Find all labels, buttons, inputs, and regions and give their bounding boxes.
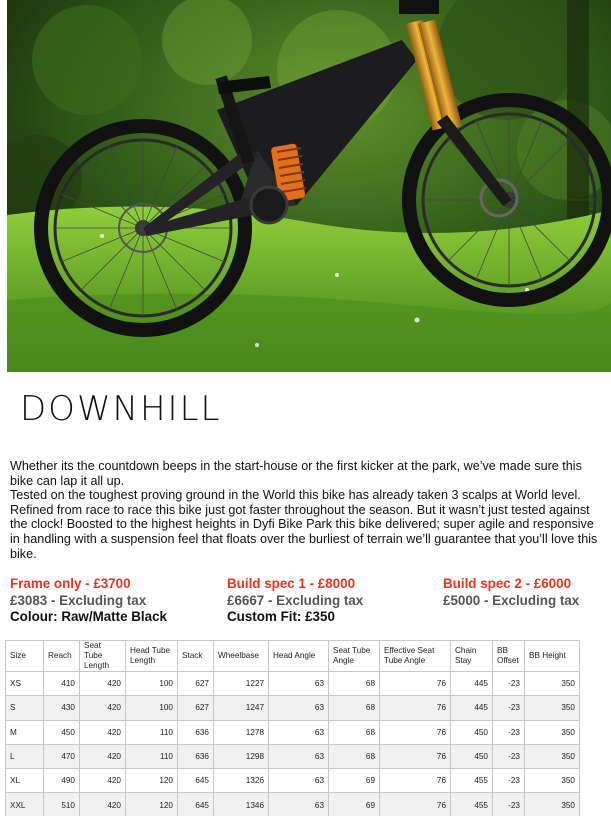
- table-cell: 645: [178, 793, 214, 816]
- frame-price: Frame only - £3700: [10, 576, 131, 591]
- frame-colour: Colour: Raw/Matte Black: [10, 609, 167, 624]
- table-cell: 63: [269, 744, 329, 768]
- table-cell: 76: [380, 744, 451, 768]
- build2-price-excl-tax: £5000 - Excluding tax: [443, 592, 580, 608]
- header-head-tube-length: Head Tube Length: [126, 641, 178, 672]
- header-chain-stay: Chain Stay: [451, 641, 493, 672]
- table-cell: 455: [451, 769, 493, 793]
- table-cell: -23: [493, 744, 525, 768]
- table-cell: 350: [525, 793, 580, 816]
- size-cell: XS: [6, 672, 44, 696]
- table-cell: -23: [493, 696, 525, 720]
- table-cell: 110: [126, 744, 178, 768]
- header-size: Size: [6, 641, 44, 672]
- header-head-angle: Head Angle: [269, 641, 329, 672]
- table-cell: -23: [493, 769, 525, 793]
- table-cell: 110: [126, 720, 178, 744]
- frame-price-excl-tax: £3083 - Excluding tax: [10, 592, 147, 608]
- size-cell: S: [6, 696, 44, 720]
- table-row: [6, 744, 580, 768]
- table-cell: 450: [451, 744, 493, 768]
- header-effective-seat-tube-angle: Effective Seat Tube Angle: [380, 641, 451, 672]
- table-cell: 76: [380, 696, 451, 720]
- table-cell: 450: [451, 720, 493, 744]
- header-wheelbase: Wheelbase: [214, 641, 269, 672]
- table-cell: 1227: [214, 672, 269, 696]
- table-cell: 1326: [214, 769, 269, 793]
- description-paragraph-2: Tested on the toughest proving ground in the World this bike has already taken 3 scalps at World level. Refined from race to race this bike just got faster throughout the season. But it wasn’t just tested against the clock! Boosted to the highest heights in Dyfi Bike Park this bike delivered; super agile and responsive in handling with a suspension feel that floats over the burliest of terrain we’ll guarantee that you’ll love this bike.: [10, 488, 598, 561]
- table-cell: 68: [329, 720, 380, 744]
- table-cell: 420: [80, 793, 126, 816]
- table-cell: 350: [525, 744, 580, 768]
- table-cell: 76: [380, 769, 451, 793]
- table-cell: 350: [525, 696, 580, 720]
- table-cell: 636: [178, 744, 214, 768]
- table-row: [6, 793, 580, 816]
- table-cell: 76: [380, 720, 451, 744]
- table-cell: 63: [269, 672, 329, 696]
- table-cell: 1278: [214, 720, 269, 744]
- size-cell: XXL: [6, 793, 44, 816]
- table-cell: 63: [269, 769, 329, 793]
- geometry-table: [5, 640, 580, 816]
- table-cell: 430: [44, 696, 80, 720]
- page-title: DOWNHILL: [20, 389, 222, 429]
- header-bb-offset: BB Offset: [493, 641, 525, 672]
- table-cell: 450: [44, 720, 80, 744]
- table-cell: 100: [126, 696, 178, 720]
- header-seat-tube-angle: Seat Tube Angle: [329, 641, 380, 672]
- table-cell: 636: [178, 720, 214, 744]
- table-cell: 645: [178, 769, 214, 793]
- size-cell: L: [6, 744, 44, 768]
- table-cell: 445: [451, 672, 493, 696]
- table-cell: -23: [493, 720, 525, 744]
- bike-photo: [7, 0, 611, 372]
- custom-fit-price: Custom Fit: £350: [227, 609, 335, 624]
- table-cell: 68: [329, 672, 380, 696]
- table-cell: 63: [269, 720, 329, 744]
- table-cell: 445: [451, 696, 493, 720]
- table-cell: 76: [380, 672, 451, 696]
- table-cell: 420: [80, 720, 126, 744]
- table-cell: 470: [44, 744, 80, 768]
- build2-price: Build spec 2 - £6000: [443, 576, 572, 591]
- description: [10, 459, 606, 561]
- table-row: [6, 720, 580, 744]
- price-build-spec-2: [443, 576, 579, 609]
- table-cell: 69: [329, 769, 380, 793]
- table-cell: 120: [126, 793, 178, 816]
- table-cell: 76: [380, 793, 451, 816]
- table-cell: 410: [44, 672, 80, 696]
- price-build-spec-1: [227, 576, 363, 626]
- header-seat-tube-length: Seat Tube Length: [80, 641, 126, 672]
- header-reach: Reach: [44, 641, 80, 672]
- table-cell: 627: [178, 696, 214, 720]
- build1-price-excl-tax: £6667 - Excluding tax: [227, 592, 364, 608]
- table-cell: 420: [80, 696, 126, 720]
- table-cell: -23: [493, 672, 525, 696]
- table-cell: 490: [44, 769, 80, 793]
- table-cell: 420: [80, 744, 126, 768]
- table-cell: 350: [525, 672, 580, 696]
- build1-price: Build spec 1 - £8000: [227, 576, 356, 591]
- table-cell: 63: [269, 696, 329, 720]
- table-cell: 63: [269, 793, 329, 816]
- table-cell: 1247: [214, 696, 269, 720]
- table-cell: -23: [493, 793, 525, 816]
- size-cell: M: [6, 720, 44, 744]
- header-stack: Stack: [178, 641, 214, 672]
- hero-image: [7, 0, 611, 372]
- table-cell: 510: [44, 793, 80, 816]
- table-cell: 120: [126, 769, 178, 793]
- table-cell: 455: [451, 793, 493, 816]
- header-bb-height: BB Height: [525, 641, 580, 672]
- description-paragraph-1: Whether its the countdown beeps in the start-house or the first kicker at the park, we’ve made sure this bike can lap it all up.: [10, 459, 582, 488]
- price-frame-only: [10, 576, 167, 626]
- table-row: [6, 672, 580, 696]
- table-header-row: [6, 641, 580, 672]
- table-cell: 420: [80, 769, 126, 793]
- table-cell: 69: [329, 793, 380, 816]
- table-cell: 68: [329, 696, 380, 720]
- table-cell: 350: [525, 769, 580, 793]
- table-row: [6, 769, 580, 793]
- table-cell: 627: [178, 672, 214, 696]
- table-cell: 68: [329, 744, 380, 768]
- table-cell: 1346: [214, 793, 269, 816]
- table-cell: 100: [126, 672, 178, 696]
- size-cell: XL: [6, 769, 44, 793]
- table-cell: 350: [525, 720, 580, 744]
- table-cell: 1298: [214, 744, 269, 768]
- table-cell: 420: [80, 672, 126, 696]
- table-row: [6, 696, 580, 720]
